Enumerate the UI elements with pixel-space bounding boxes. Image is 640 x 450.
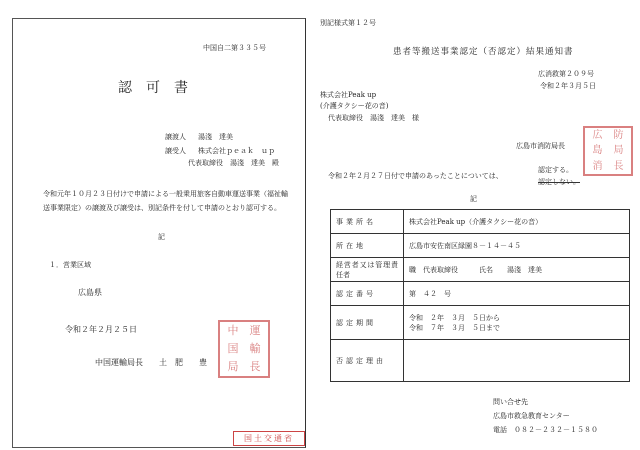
issuer-seal-stamp: 中 運 国 輸 局 長	[218, 320, 270, 378]
assignee-name: 株式会社ｐｅａｋ ｕｐ	[198, 147, 275, 155]
notice-title: 患者等搬送事業認定（否認定）結果通知書	[393, 47, 574, 57]
contact-organization: 広島市救急教育センター	[493, 412, 570, 420]
permit-title: 認可書	[118, 80, 202, 96]
permit-date: 令和２年２月２５日	[65, 325, 137, 334]
recipient-representative: 代表取締役 湯淺 達美 様	[328, 114, 419, 122]
notice-body: 令和２年２月２７日付で申請のあったことについては、	[328, 172, 503, 180]
permit-document	[12, 18, 306, 448]
permit-ref-number: 中国自二第３３５号	[203, 44, 266, 52]
row-label: 認定期間	[331, 306, 404, 340]
permit-body-line1: 令和元年１０月２３日付けで申請による一般乗用旅客自動車運送事業（福祉輸	[43, 190, 288, 198]
form-number: 別記様式第１２号	[320, 19, 376, 27]
row-value	[404, 340, 630, 382]
table-row	[331, 306, 630, 340]
permit-area-value: 広島県	[78, 288, 102, 297]
assignor-label: 譲渡人	[165, 133, 186, 141]
contact-label: 問い合せ先	[493, 398, 528, 406]
row-value: 広島市安佐南区緑園８－１４－４５	[404, 234, 630, 258]
contact-telephone: 電話 ０８２－２３２－１５８０	[493, 426, 598, 434]
permit-issuer: 中国運輸局長 土 肥 豊	[95, 358, 207, 367]
ministry-footer-stamp: 国土交通省	[233, 431, 305, 446]
permit-body-line2: 送事業限定）の譲渡及び譲受は、別記条件を付して申請のとおり認可する。	[43, 204, 281, 212]
row-label: 否認定理由	[331, 340, 404, 382]
row-value: 第 ４２ 号	[404, 282, 630, 306]
table-row	[331, 234, 630, 258]
recipient-company-sub: (介護タクシー花の音)	[320, 102, 389, 110]
notice-ref-number: 広消救第２０９号	[538, 70, 594, 78]
row-label: 所在地	[331, 234, 404, 258]
permit-item-business-area: １．営業区域	[49, 261, 91, 269]
row-value	[404, 306, 630, 340]
fire-bureau-seal-stamp: 広 防 島 局 消 長	[583, 126, 633, 176]
row-label: 事業所名	[331, 210, 404, 234]
certification-result-table	[330, 209, 630, 382]
table-row	[331, 258, 630, 282]
table-row	[331, 282, 630, 306]
notice-ki: 記	[470, 195, 477, 203]
notice-date: 令和２年３月５日	[540, 82, 596, 90]
assignee-label: 譲受人	[165, 147, 186, 155]
row-label: 経営者又は管理責任者	[331, 258, 404, 282]
certification-notice-document	[318, 12, 636, 448]
assignor-name: 湯淺 達美	[198, 133, 233, 141]
recipient-company: 株式会社Peak up	[320, 91, 377, 99]
row-value: 株式会社Peak up（介護タクシー花の音）	[404, 210, 630, 234]
result-approved: 認定する。	[538, 166, 573, 174]
period-start: 令和 ２年 ３月 ５日から	[409, 313, 500, 322]
table-row	[331, 340, 630, 382]
assignee-representative: 代表取締役 湯淺 達美 殿	[188, 159, 279, 167]
result-denied-struck: 認定しない。	[538, 178, 580, 186]
row-label: 認定番号	[331, 282, 404, 306]
table-row	[331, 210, 630, 234]
notice-issuer: 広島市消防局長	[516, 142, 565, 150]
permit-ki: 記	[158, 233, 165, 241]
period-end: 令和 ７年 ３月 ５日まで	[409, 323, 500, 332]
row-value: 職 代表取締役 氏名 湯淺 達美	[404, 258, 630, 282]
